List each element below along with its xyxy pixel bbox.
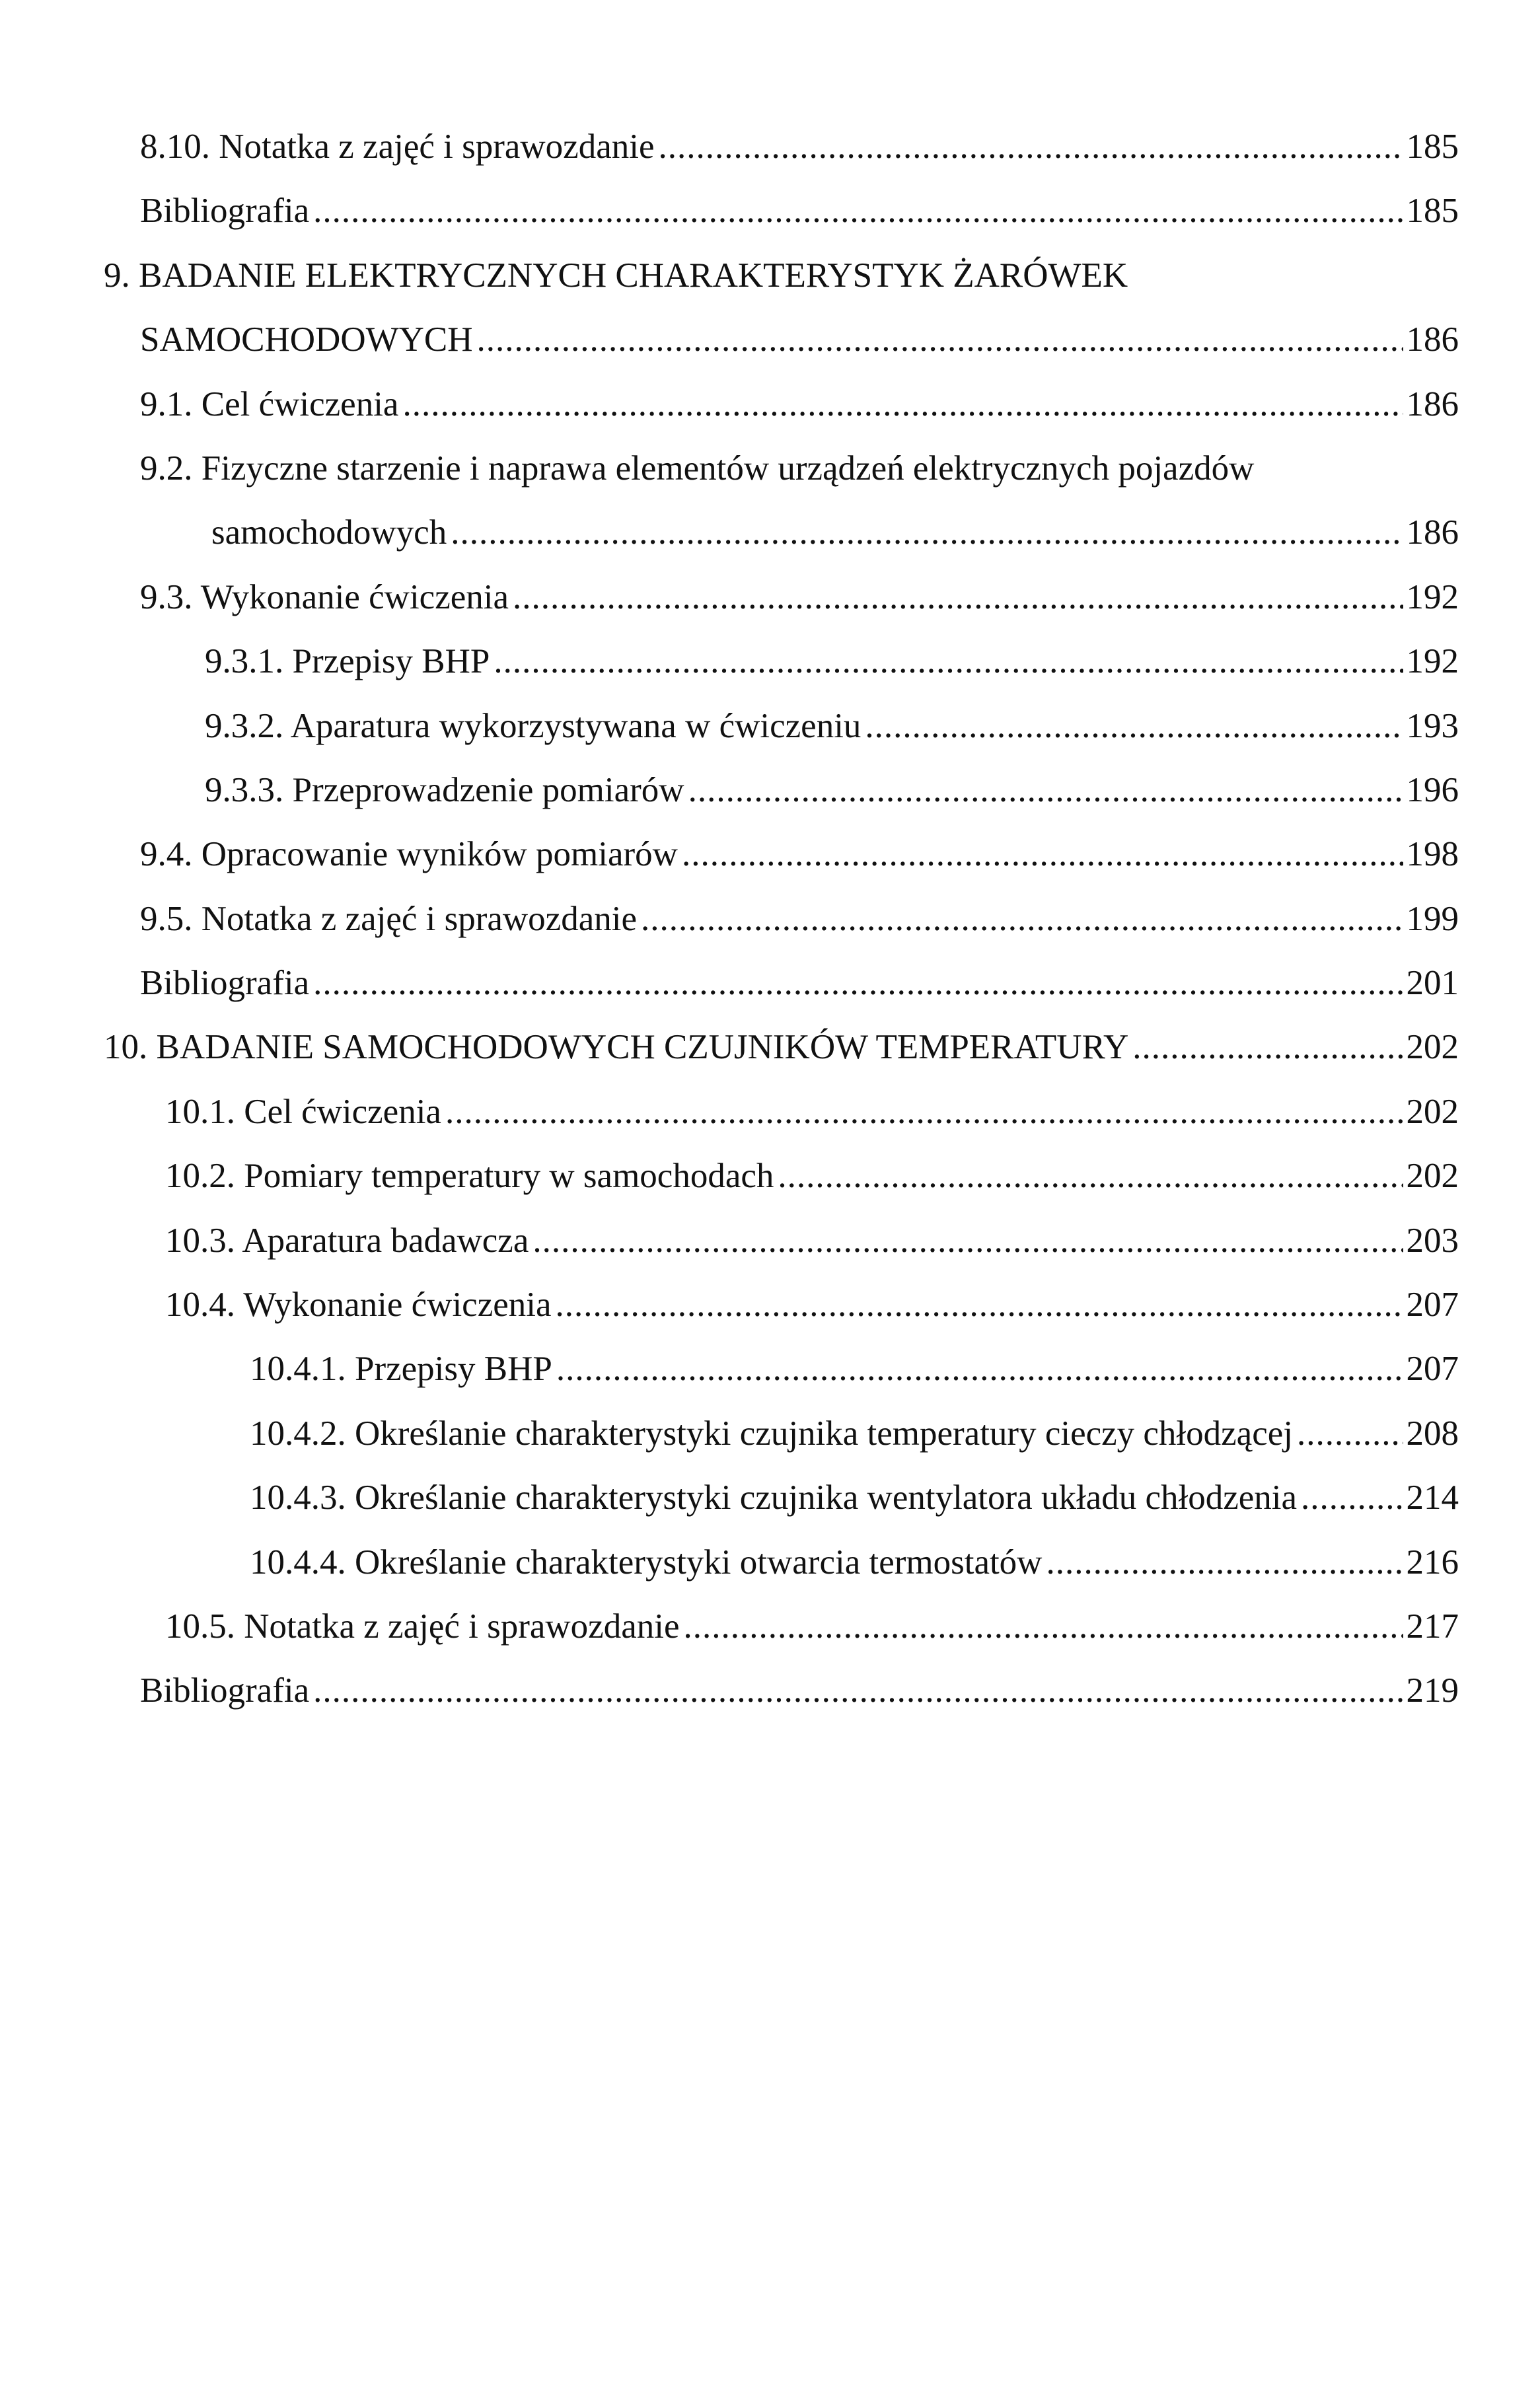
toc-page-number: 216 [1406,1543,1459,1582]
toc-page-number: 186 [1406,384,1459,423]
toc-dot-leader [658,115,1403,179]
toc-entry-10-4-1[interactable] [0,1337,1540,1401]
toc-entry-title: 10.4. Wykonanie ćwiczenia [165,1286,552,1325]
toc-entry-8-10[interactable] [0,115,1540,179]
toc-page-number: 201 [1406,964,1459,1003]
toc-dot-leader [445,1080,1403,1144]
toc-entry-10-2[interactable] [0,1144,1540,1208]
toc-page-number: 193 [1406,706,1459,745]
toc-entry-10-4-3[interactable] [0,1466,1540,1530]
toc-page-number: 192 [1406,577,1459,616]
toc-chapter-9-heading-cont[interactable] [0,308,1540,372]
toc-entry-9-3-1[interactable] [0,630,1540,694]
toc-entry-title: 10. BADANIE SAMOCHODOWYCH CZUJNIKÓW TEMPERATURY [104,1028,1129,1067]
toc-entry-title: 9.1. Cel ćwiczenia [140,384,399,423]
toc-entry-title: 10.1. Cel ćwiczenia [165,1092,441,1131]
toc-page-number: 186 [1406,513,1459,552]
toc-entry-bibliografia-10[interactable] [0,1659,1540,1723]
toc-entry-9-3[interactable] [0,565,1540,630]
toc-dot-leader [532,1209,1403,1273]
toc-page-number: 185 [1406,192,1459,231]
toc-entry-title: 9. BADANIE ELEKTRYCZNYCH CHARAKTERYSTYK ŻARÓWEK [104,256,1128,295]
toc-entry-title: 8.10. Notatka z zajęć i sprawozdanie [140,127,655,166]
toc-page-number: 208 [1406,1414,1459,1453]
toc-dot-leader [778,1144,1403,1208]
toc-page-number: 207 [1406,1286,1459,1325]
toc-dot-leader [313,951,1403,1015]
toc-entry-title: 10.5. Notatka z zajęć i sprawozdanie [165,1607,680,1646]
toc-entry-9-2[interactable] [0,437,1540,501]
toc-entry-title: 9.3.1. Przepisy BHP [205,642,490,681]
toc-entry-9-2-cont[interactable] [0,501,1540,565]
toc-chapter-10-heading[interactable] [0,1015,1540,1079]
toc-dot-leader [688,758,1403,822]
toc-dot-leader [313,179,1403,243]
toc-entry-title: Bibliografia [140,192,310,231]
toc-entry-title: 10.4.1. Przepisy BHP [250,1350,552,1389]
toc-page-number: 198 [1406,835,1459,874]
toc-entry-title: 10.2. Pomiary temperatury w samochodach [165,1157,774,1196]
toc-entry-9-3-3[interactable] [0,758,1540,822]
toc-entry-title: Bibliografia [140,964,310,1003]
toc-entry-10-4-4[interactable] [0,1531,1540,1595]
toc-page-number: 186 [1406,320,1459,359]
toc-page-number: 185 [1406,127,1459,166]
toc-page-number: 207 [1406,1350,1459,1389]
toc-chapter-9-heading[interactable] [0,244,1540,308]
toc-entry-title: 10.4.3. Określanie charakterystyki czujnika wentylatora układu chłodzenia [250,1478,1298,1517]
toc-page-number: 203 [1406,1221,1459,1260]
toc-entry-title: 9.3.2. Aparatura wykorzystywana w ćwiczeniu [205,706,862,745]
toc-entry-title: 10.4.4. Określanie charakterystyki otwarcia termostatów [250,1543,1043,1582]
toc-entry-title: 9.3.3. Przeprowadzenie pomiarów [205,770,684,809]
toc-entry-title: samochodowych [211,513,447,552]
table-of-contents [0,115,1540,1724]
toc-entry-bibliografia-8[interactable] [0,179,1540,243]
toc-entry-9-5[interactable] [0,887,1540,951]
toc-dot-leader [556,1273,1403,1337]
toc-entry-bibliografia-9[interactable] [0,951,1540,1015]
toc-dot-leader [683,1595,1403,1659]
toc-entry-10-5[interactable] [0,1595,1540,1659]
toc-page-number: 217 [1406,1607,1459,1646]
toc-dot-leader [641,887,1403,951]
toc-dot-leader [556,1337,1403,1401]
toc-page-number: 202 [1406,1028,1459,1067]
toc-entry-10-4-2[interactable] [0,1402,1540,1466]
toc-entry-10-4[interactable] [0,1273,1540,1337]
toc-entry-title: 10.3. Aparatura badawcza [165,1221,529,1260]
toc-page-number: 199 [1406,899,1459,938]
toc-entry-title: 9.4. Opracowanie wyników pomiarów [140,835,678,874]
toc-page-number: 202 [1406,1157,1459,1196]
toc-dot-leader [1297,1402,1403,1466]
toc-page-number: 192 [1406,642,1459,681]
toc-page-number: 196 [1406,770,1459,809]
toc-entry-9-4[interactable] [0,822,1540,887]
toc-dot-leader [313,1659,1403,1723]
toc-dot-leader [865,694,1403,758]
toc-entry-10-1[interactable] [0,1080,1540,1144]
toc-dot-leader [1132,1015,1403,1079]
toc-entry-title: 9.3. Wykonanie ćwiczenia [140,577,509,616]
toc-page-number: 202 [1406,1092,1459,1131]
toc-entry-title: Bibliografia [140,1671,310,1710]
toc-entry-10-3[interactable] [0,1209,1540,1273]
toc-page-number: 214 [1406,1478,1459,1517]
toc-entry-title: 10.4.2. Określanie charakterystyki czujnika temperatury cieczy chłodzącej [250,1414,1293,1453]
toc-page-number: 219 [1406,1671,1459,1710]
toc-dot-leader [513,565,1403,630]
toc-dot-leader [494,630,1403,694]
toc-dot-leader [451,501,1403,565]
toc-entry-title: SAMOCHODOWYCH [140,320,473,359]
toc-entry-title: 9.5. Notatka z zajęć i sprawozdanie [140,899,637,938]
toc-dot-leader [402,373,1403,437]
toc-entry-title: 9.2. Fizyczne starzenie i naprawa elementów urządzeń elektrycznych pojazdów [140,449,1255,488]
toc-entry-9-1[interactable] [0,373,1540,437]
toc-dot-leader [682,822,1403,887]
toc-dot-leader [477,308,1403,372]
toc-dot-leader [1046,1531,1403,1595]
toc-dot-leader [1301,1466,1403,1530]
toc-entry-9-3-2[interactable] [0,694,1540,758]
